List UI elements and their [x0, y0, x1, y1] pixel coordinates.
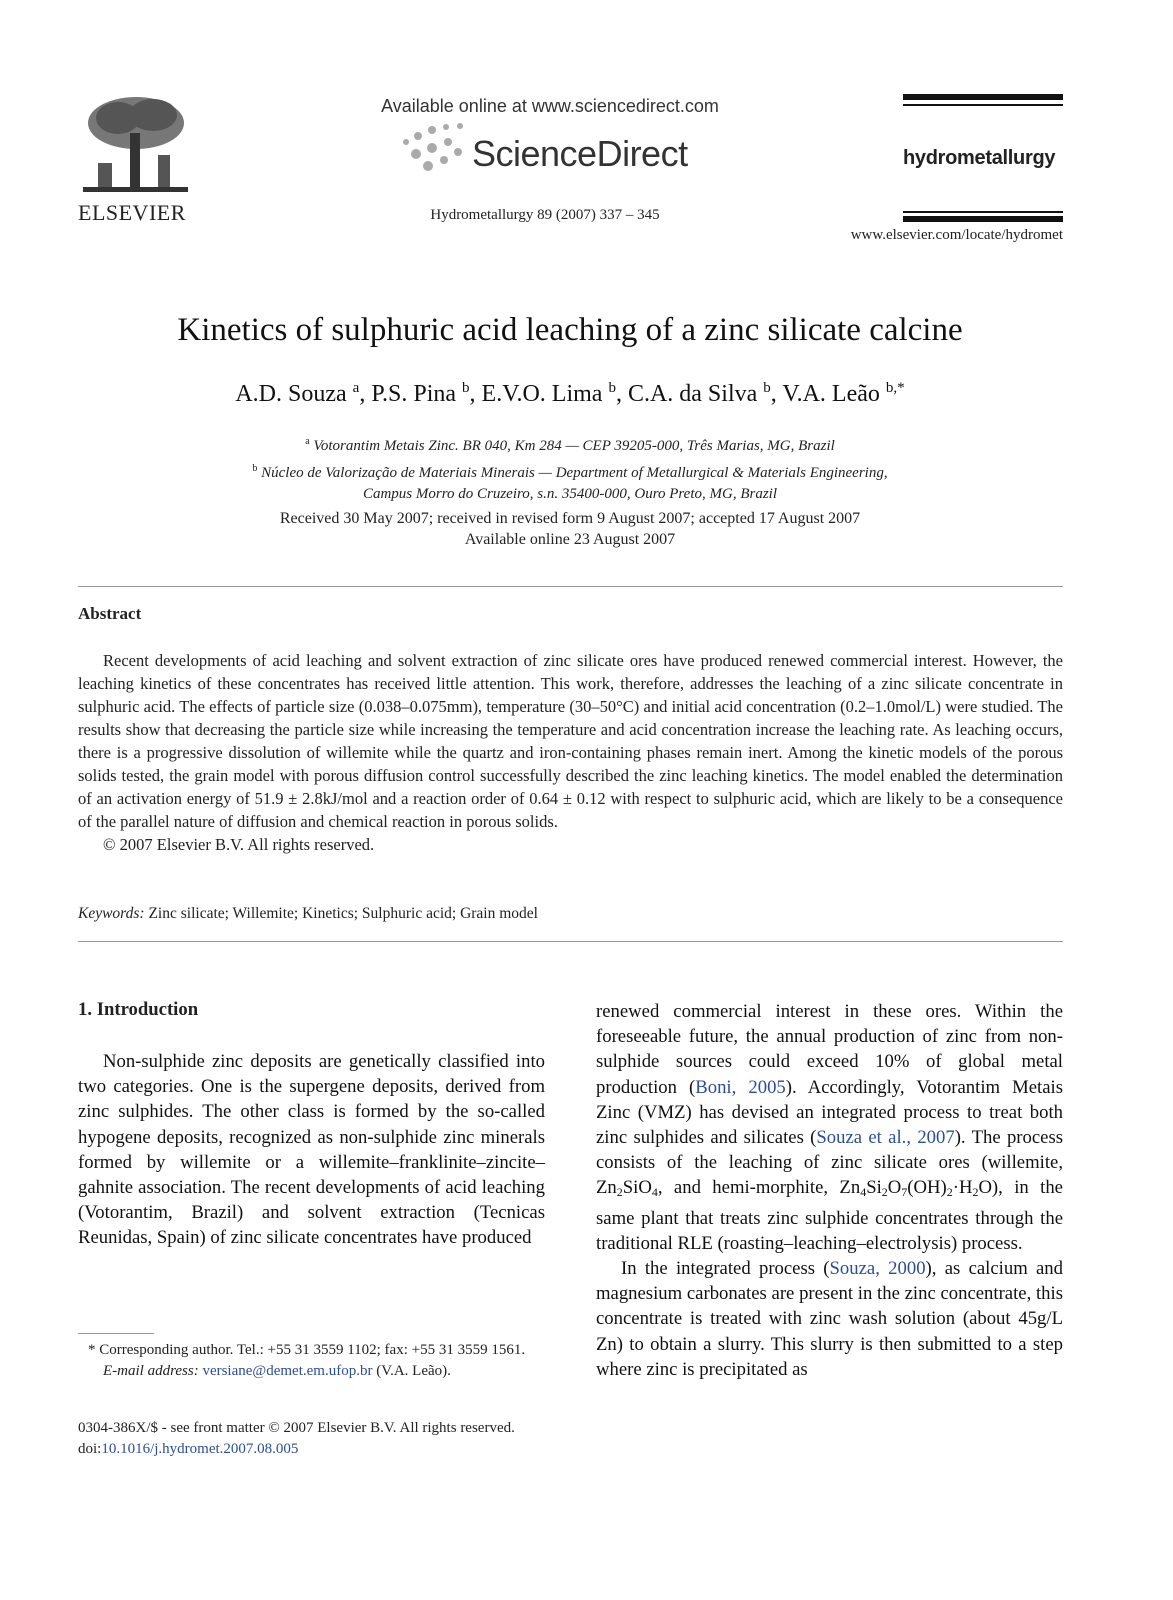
affiliation-b: $^b$ Núcleo de Valorização de Materiais Minerais — Department of Metallurgical & Materials Engineering, [252, 462, 888, 481]
journal-rule [903, 216, 1063, 222]
author-affiliation-mark: a [352, 380, 360, 396]
journal-url[interactable]: www.elsevier.com/locate/hydromet [850, 227, 1063, 243]
issn-line: 0304-386X/$ - see front matter © 2007 Elsevier B.V. All rights reserved. [78, 1420, 515, 1436]
keywords-label: Keywords: [78, 905, 145, 922]
elsevier-wordmark: ELSEVIER [78, 200, 186, 225]
available-online-text: Available online at www.sciencedirect.com [381, 96, 719, 116]
abstract-body [78, 649, 1063, 856]
author-list: A.D. Souza $^a$, P.S. Pina $^b$, E.V.O. Lima $^b$, C.A. da Silva $^b$, V.A. Leão $^{b,*}$ [235, 380, 905, 407]
author: C.A. da Silva [627, 381, 758, 407]
elsevier-tree-logo [78, 93, 193, 198]
citation-link[interactable]: Souza, 2000 [829, 1258, 926, 1280]
intro-paragraph: Non-sulphide zinc deposits are genetically classified into two categories. One is the supergene deposits, derived from zinc sulphides. The other class is formed by the so-called hypogene deposits, recognized as non-sulphide zinc minerals formed by willemite or a willemite–franklinite–zincite–gahnite association. The recent developments of acid leaching (Votorantim, Brazil) and solvent extraction (Tecnicas Reunidas, Spain) of zinc silicate concentrates have produced [78, 1051, 545, 1249]
author: A.D. Souza [235, 381, 347, 407]
affiliation-a: $^a$ Votorantim Metais Zinc. BR 040, Km 284 — CEP 39205-000, Três Marias, MG, Brazil [305, 436, 835, 454]
journal-rule [903, 104, 1063, 106]
email-link[interactable]: versiane@demet.em.ufop.br [202, 1363, 373, 1379]
section-heading: 1. Introduction [78, 999, 199, 1020]
article-title: Kinetics of sulphuric acid leaching of a zinc silicate calcine [177, 312, 963, 348]
intro-paragraph: In the integrated process (Souza, 2000), as calcium and magnesium carbonates are present in the zinc concentrate, this concentrate is treated with zinc wash solution (about 45g/L Zn) to obtain a slurry. This slurry is then submitted to a step where zinc is precipitated as [596, 1258, 1063, 1380]
front-matter [78, 1418, 515, 1460]
abstract-copyright: © 2007 Elsevier B.V. All rights reserved. [103, 835, 375, 854]
journal-citation: Hydrometallurgy 89 (2007) 337 – 345 [430, 207, 660, 223]
author: P.S. Pina [371, 381, 457, 407]
journal-rule [903, 94, 1063, 100]
divider [78, 586, 1063, 587]
affiliation-b-cont: Campus Morro do Cruzeiro, s.n. 35400-000, Ouro Preto, MG, Brazil [362, 486, 778, 502]
intro-paragraph: renewed commercial interest in these ores. Within the foreseeable future, the annual production of zinc from non-sulphide sources could exceed 10% of global metal production (Boni, 2005). Accordingly, Votorantim Metais Zinc (VMZ) has devised an integrated process to treat both zinc sulphides and silicates (Souza et al., 2007). The process consists of the leaching of zinc silicate ores (willemite, $Zn_2SiO_4$, and hemi-morphite, $Zn_4Si_2O_7(OH)_2\cdot H_2O$), in the same plant that treats zinc sulphide concentrates through the traditional RLE (roasting–leaching–electrolysis) process. [596, 1001, 1064, 1254]
footnote-rule [78, 1333, 154, 1334]
email-label: E-mail address: [103, 1363, 199, 1379]
received-dates: Received 30 May 2007; received in revised form 9 August 2007; accepted 17 August 2007 [279, 510, 861, 527]
citation-link[interactable]: Boni, 2005 [695, 1076, 786, 1098]
citation-link[interactable]: Souza et al., 2007 [816, 1127, 955, 1149]
article-dates [0, 508, 1140, 550]
footnote [78, 1340, 545, 1382]
author: V.A. Leão [782, 381, 880, 407]
keywords [78, 905, 538, 923]
author-affiliation-mark: b,* [885, 380, 905, 396]
journal-name: hydrometallurgy [903, 147, 1056, 169]
keywords-list: Zinc silicate; Willemite; Kinetics; Sulphuric acid; Grain model [148, 905, 538, 922]
author-affiliation-mark: b [462, 380, 470, 396]
available-date: Available online 23 August 2007 [464, 531, 676, 548]
author: E.V.O. Lima [481, 381, 603, 407]
affiliations [0, 431, 1140, 506]
abstract-heading: Abstract [78, 604, 142, 623]
sciencedirect-wordmark: ScienceDirect [472, 133, 688, 174]
author-affiliation-mark: b [763, 380, 771, 396]
journal-rule [903, 211, 1063, 213]
divider [78, 941, 1063, 942]
intro-continued [596, 999, 1063, 1382]
corresponding-author-note: * Corresponding author. Tel.: +55 31 3559 1102; fax: +55 31 3559 1561. [88, 1342, 526, 1358]
doi-link[interactable]: 10.1016/j.hydromet.2007.08.005 [101, 1441, 299, 1457]
abstract-text: Recent developments of acid leaching and solvent extraction of zinc silicate ores have produced renewed commercial interest. However, the leaching kinetics of these concentrates has received little attention. This work, therefore, addresses the leaching of a zinc silicate concentrate in sulphuric acid. The effects of particle size (0.038–0.075mm), temperature (30–50°C) and initial acid concentration (0.2–1.0mol/L) were studied. The results show that decreasing the particle size while increasing the temperature and acid concentration increase the leaching rate. As leaching occurs, there is a progressive dissolution of willemite while the quartz and iron-containing phases remain inert. Among the kinetic models of the porous solids tested, the grain model with porous diffusion control successfully described the zinc leaching kinetics. The model enabled the determination of an activation energy of 51.9 ± 2.8kJ/mol and a reaction order of 0.64 ± 0.12 with respect to sulphuric acid, which are likely to be a consequence of the parallel nature of diffusion and chemical reaction in porous solids. [78, 651, 1063, 831]
email-suffix: (V.A. Leão). [376, 1363, 451, 1379]
author-affiliation-mark: b [608, 380, 616, 396]
doi-label: doi: [78, 1441, 102, 1457]
